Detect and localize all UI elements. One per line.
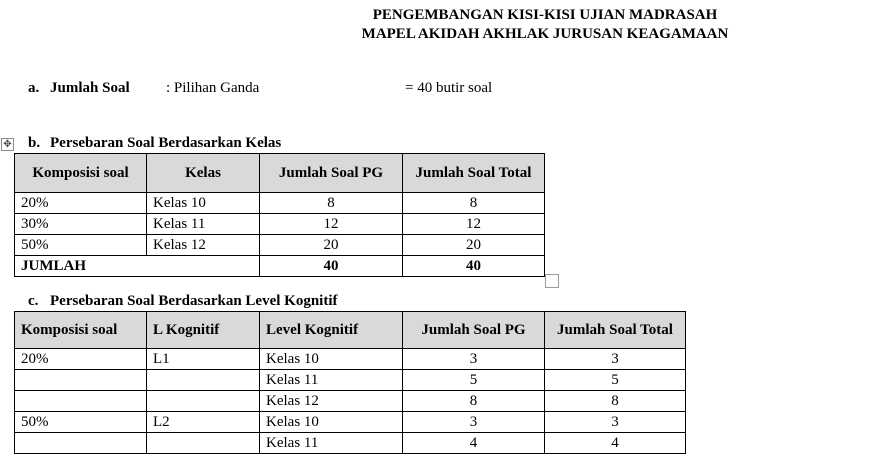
- table-cell: 50%: [15, 412, 147, 433]
- table-cell: 20%: [15, 193, 147, 214]
- table-cell: [147, 391, 260, 412]
- table-header-row: [15, 312, 686, 349]
- section-a-key: Jumlah Soal: [50, 80, 130, 96]
- table-cell: [15, 391, 147, 412]
- section-b-label: b.: [28, 135, 41, 151]
- section-b-heading: Persebaran Soal Berdasarkan Kelas: [50, 135, 282, 151]
- column-header: Jumlah Soal PG: [260, 154, 403, 193]
- table-cell: 40: [403, 256, 545, 277]
- column-header: L Kognitif: [147, 312, 260, 349]
- question-count: = 40 butir soal: [405, 80, 493, 96]
- column-header: Jumlah Soal Total: [545, 312, 686, 349]
- section-c-heading: Persebaran Soal Berdasarkan Level Kognitif: [50, 293, 338, 309]
- table-header-row: [15, 154, 545, 193]
- table-row: [15, 235, 545, 256]
- table-cell: 20: [403, 235, 545, 256]
- column-header: Jumlah Soal PG: [403, 312, 545, 349]
- table-row: [15, 349, 686, 370]
- table-cell: L2: [147, 412, 260, 433]
- column-header: Jumlah Soal Total: [403, 154, 545, 193]
- section-a-label: a.: [28, 80, 40, 96]
- table-cell: 4: [403, 433, 545, 454]
- table-cell: [147, 433, 260, 454]
- table-cell: Kelas 11: [260, 370, 403, 391]
- table-row: [15, 370, 686, 391]
- table-cell: 8: [403, 391, 545, 412]
- table-cell: L1: [147, 349, 260, 370]
- table-total-row: [15, 256, 545, 277]
- table-move-handle-icon[interactable]: ✥: [1, 138, 14, 151]
- table-cell: Kelas 12: [260, 391, 403, 412]
- column-header: Level Kognitif: [260, 312, 403, 349]
- table-row: [15, 214, 545, 235]
- table-cell: 3: [545, 412, 686, 433]
- table-cell: Kelas 11: [147, 214, 260, 235]
- table-cell: Kelas 12: [147, 235, 260, 256]
- table-cell: [15, 433, 147, 454]
- table-cell: [15, 370, 147, 391]
- table-cell: 3: [403, 349, 545, 370]
- table-cell: 3: [545, 349, 686, 370]
- table-cell: Kelas 10: [260, 412, 403, 433]
- document-title-line-1: PENGEMBANGAN KISI-KISI UJIAN MADRASAH: [372, 7, 718, 23]
- table-cell: Kelas 10: [147, 193, 260, 214]
- total-label: JUMLAH: [15, 256, 260, 277]
- column-header: Kelas: [147, 154, 260, 193]
- table-cell: 8: [545, 391, 686, 412]
- table-cell: 12: [260, 214, 403, 235]
- table-cell: 3: [403, 412, 545, 433]
- table-cell: 30%: [15, 214, 147, 235]
- table-cell: 40: [260, 256, 403, 277]
- table-persebaran-kelas: [14, 153, 545, 277]
- table-cell: 20%: [15, 349, 147, 370]
- table-cell: 4: [545, 433, 686, 454]
- table-cell: 5: [403, 370, 545, 391]
- document-title-line-2: MAPEL AKIDAH AKHLAK JURUSAN KEAGAMAAN: [361, 26, 729, 42]
- column-header: Komposisi soal: [15, 312, 147, 349]
- table-persebaran-kognitif: [14, 311, 686, 454]
- table-cell: 12: [403, 214, 545, 235]
- section-c-label: c.: [28, 293, 39, 309]
- table-cell: Kelas 11: [260, 433, 403, 454]
- table-row: [15, 433, 686, 454]
- table-row: [15, 193, 545, 214]
- question-type: : Pilihan Ganda: [166, 80, 260, 96]
- table-resize-handle[interactable]: [545, 274, 559, 288]
- table-cell: 20: [260, 235, 403, 256]
- section-a-summary: [28, 80, 728, 100]
- table-row: [15, 391, 686, 412]
- table-cell: [147, 370, 260, 391]
- table-row: [15, 412, 686, 433]
- table-cell: 50%: [15, 235, 147, 256]
- table-cell: Kelas 10: [260, 349, 403, 370]
- table-cell: 8: [403, 193, 545, 214]
- column-header: Komposisi soal: [15, 154, 147, 193]
- table-cell: 8: [260, 193, 403, 214]
- table-cell: 5: [545, 370, 686, 391]
